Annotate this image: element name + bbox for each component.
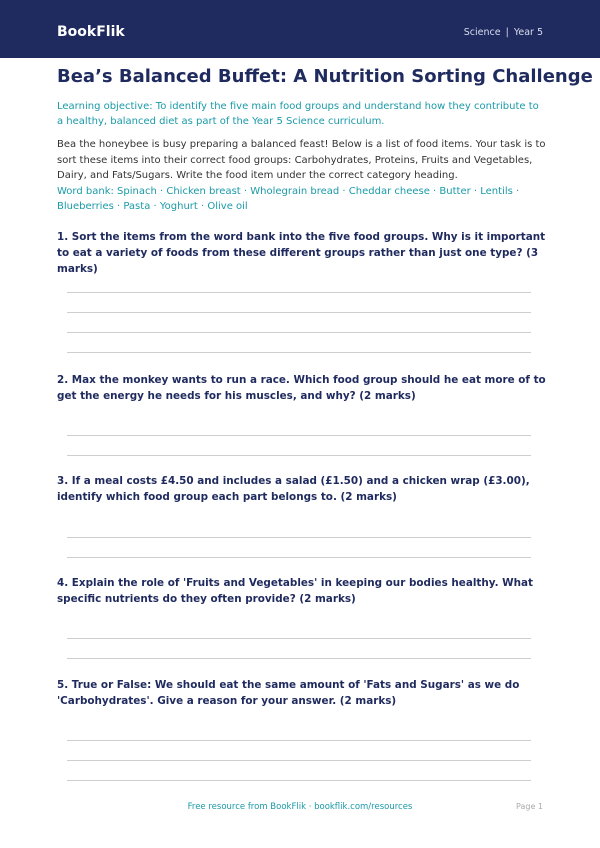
header-bar	[0, 0, 600, 58]
header-separator: |	[505, 27, 509, 38]
answer-line[interactable]	[67, 435, 531, 436]
answer-line[interactable]	[67, 760, 531, 761]
learning-objective: Learning objective: To identify the five main food groups and understand how they contribute to a healthy, balanced diet as part of the Year 5 Science curriculum.	[57, 101, 539, 127]
intro-paragraph: Bea the honeybee is busy preparing a balanced feast! Below is a list of food items. Your task is to sort these items into their correct food groups: Carbohydrates, Proteins, Fruits and Vegetables, Dairy, and Fats/Sugars. Write the food item under the correct category heading.	[57, 139, 546, 181]
brand-logo: BookFlik	[57, 24, 125, 40]
answer-line[interactable]	[67, 312, 531, 313]
answer-line[interactable]	[67, 292, 531, 293]
header-meta	[464, 25, 543, 41]
question-1: 1. Sort the items from the word bank into the five food groups. Why is it important to eat a variety of foods from these different groups rather than just one type? (3 marks)	[57, 231, 546, 275]
page-number: Page 1	[516, 802, 543, 811]
answer-line[interactable]	[67, 658, 531, 659]
answer-line[interactable]	[67, 780, 531, 781]
answer-line[interactable]	[67, 740, 531, 741]
answer-line[interactable]	[67, 537, 531, 538]
subject-label: Science	[463, 27, 501, 38]
answer-line[interactable]	[67, 638, 531, 639]
answer-line[interactable]	[67, 352, 531, 353]
answer-line[interactable]	[67, 332, 531, 333]
year-label: Year 5	[513, 27, 543, 38]
answer-line[interactable]	[67, 557, 531, 558]
footer-link[interactable]: Free resource from BookFlik · bookflik.com/resources	[187, 802, 413, 812]
question-2: 2. Max the monkey wants to run a race. Which food group should he eat more of to get the energy he needs for his muscles, and why? (2 marks)	[57, 374, 546, 402]
answer-line[interactable]	[67, 455, 531, 456]
question-3: 3. If a meal costs £4.50 and includes a salad (£1.50) and a chicken wrap (£3.00), identify which food group each part belongs to. (2 marks)	[57, 475, 530, 503]
word-bank: Word bank: Spinach · Chicken breast · Wholegrain bread · Cheddar cheese · Butter · Lentils · Blueberries · Pasta · Yoghurt · Olive oil	[57, 186, 520, 212]
question-4: 4. Explain the role of 'Fruits and Vegetables' in keeping our bodies healthy. What specific nutrients do they often provide? (2 marks)	[57, 577, 533, 605]
page-title: Bea’s Balanced Buffet: A Nutrition Sorting Challenge	[57, 66, 593, 87]
question-5: 5. True or False: We should eat the same amount of 'Fats and Sugars' as we do 'Carbohydrates'. Give a reason for your answer. (2 marks)	[57, 679, 520, 707]
